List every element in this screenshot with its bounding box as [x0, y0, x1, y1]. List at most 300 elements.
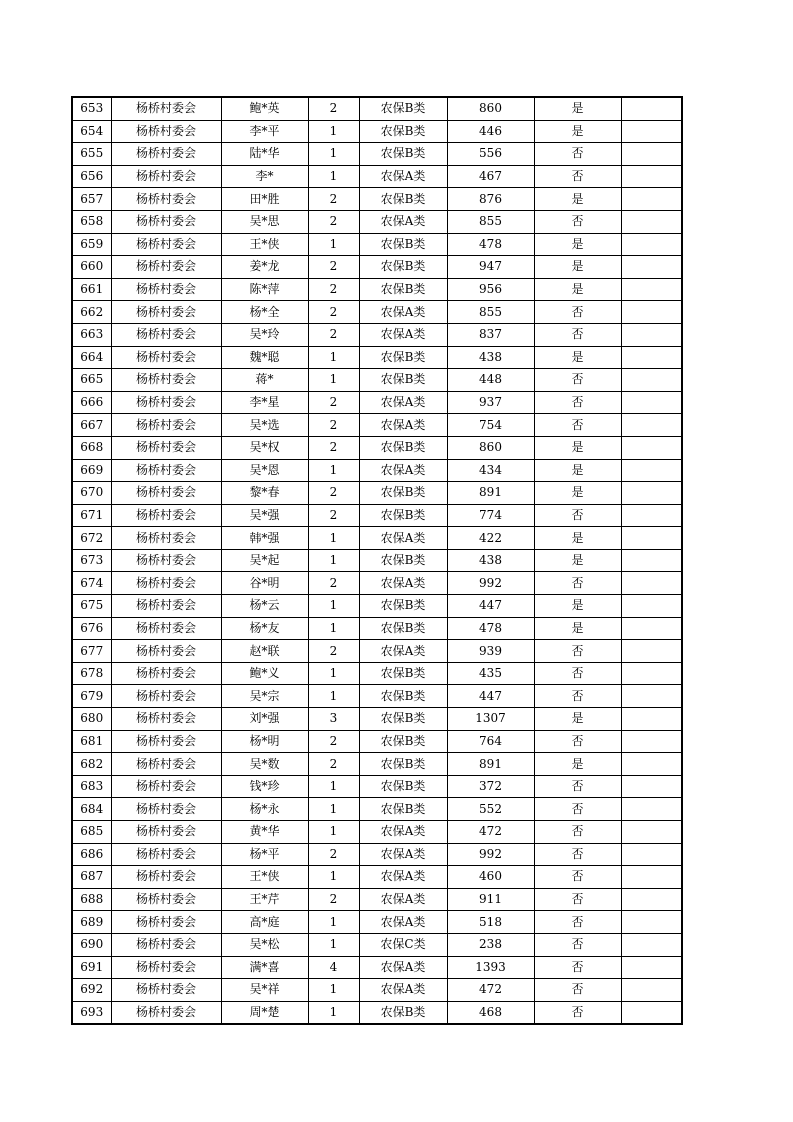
household-count-cell: 3	[308, 708, 359, 731]
amount-cell: 939	[447, 640, 534, 663]
table-row	[72, 956, 682, 979]
row-number-cell: 663	[72, 323, 111, 346]
insurance-category-cell: 农保B类	[359, 436, 447, 459]
status-flag-cell: 否	[534, 775, 621, 798]
household-count-cell: 1	[308, 979, 359, 1002]
status-flag-cell: 是	[534, 459, 621, 482]
amount-cell: 472	[447, 979, 534, 1002]
person-name-cell: 吴*权	[221, 436, 308, 459]
status-flag-cell: 是	[534, 527, 621, 550]
amount-cell: 947	[447, 256, 534, 279]
table-row	[72, 798, 682, 821]
row-number-cell: 675	[72, 595, 111, 618]
row-number-cell: 680	[72, 708, 111, 731]
remark-cell	[621, 369, 682, 392]
table-row	[72, 256, 682, 279]
row-number-cell: 653	[72, 97, 111, 120]
person-name-cell: 满*喜	[221, 956, 308, 979]
insurance-category-cell: 农保A类	[359, 640, 447, 663]
status-flag-cell: 是	[534, 436, 621, 459]
village-committee-cell: 杨桥村委会	[111, 730, 221, 753]
village-committee-cell: 杨桥村委会	[111, 188, 221, 211]
person-name-cell: 王*芹	[221, 888, 308, 911]
row-number-cell: 655	[72, 143, 111, 166]
insurance-category-cell: 农保B类	[359, 120, 447, 143]
remark-cell	[621, 188, 682, 211]
village-committee-cell: 杨桥村委会	[111, 843, 221, 866]
status-flag-cell: 是	[534, 188, 621, 211]
remark-cell	[621, 888, 682, 911]
amount-cell: 891	[447, 753, 534, 776]
table-row	[72, 233, 682, 256]
person-name-cell: 吴*玲	[221, 323, 308, 346]
insurance-category-cell: 农保A类	[359, 979, 447, 1002]
status-flag-cell: 是	[534, 256, 621, 279]
status-flag-cell: 是	[534, 120, 621, 143]
row-number-cell: 670	[72, 482, 111, 505]
household-count-cell: 2	[308, 888, 359, 911]
row-number-cell: 686	[72, 843, 111, 866]
person-name-cell: 刘*强	[221, 708, 308, 731]
remark-cell	[621, 775, 682, 798]
data-table	[71, 96, 683, 1025]
person-name-cell: 杨*友	[221, 617, 308, 640]
table-row	[72, 323, 682, 346]
village-committee-cell: 杨桥村委会	[111, 165, 221, 188]
household-count-cell: 2	[308, 414, 359, 437]
status-flag-cell: 否	[534, 301, 621, 324]
insurance-category-cell: 农保B类	[359, 662, 447, 685]
insurance-category-cell: 农保A类	[359, 414, 447, 437]
remark-cell	[621, 278, 682, 301]
remark-cell	[621, 120, 682, 143]
amount-cell: 478	[447, 617, 534, 640]
row-number-cell: 692	[72, 979, 111, 1002]
status-flag-cell: 否	[534, 504, 621, 527]
village-committee-cell: 杨桥村委会	[111, 685, 221, 708]
table-row	[72, 979, 682, 1002]
amount-cell: 860	[447, 436, 534, 459]
table-row	[72, 549, 682, 572]
status-flag-cell: 否	[534, 165, 621, 188]
household-count-cell: 1	[308, 911, 359, 934]
row-number-cell: 674	[72, 572, 111, 595]
village-committee-cell: 杨桥村委会	[111, 120, 221, 143]
status-flag-cell: 否	[534, 798, 621, 821]
insurance-category-cell: 农保A类	[359, 572, 447, 595]
status-flag-cell: 否	[534, 866, 621, 889]
remark-cell	[621, 414, 682, 437]
row-number-cell: 667	[72, 414, 111, 437]
amount-cell: 860	[447, 97, 534, 120]
remark-cell	[621, 165, 682, 188]
village-committee-cell: 杨桥村委会	[111, 708, 221, 731]
amount-cell: 447	[447, 685, 534, 708]
row-number-cell: 684	[72, 798, 111, 821]
status-flag-cell: 是	[534, 617, 621, 640]
insurance-category-cell: 农保B类	[359, 369, 447, 392]
status-flag-cell: 否	[534, 956, 621, 979]
row-number-cell: 654	[72, 120, 111, 143]
remark-cell	[621, 233, 682, 256]
household-count-cell: 2	[308, 753, 359, 776]
row-number-cell: 681	[72, 730, 111, 753]
row-number-cell: 666	[72, 391, 111, 414]
insurance-category-cell: 农保B类	[359, 1001, 447, 1024]
remark-cell	[621, 685, 682, 708]
household-count-cell: 4	[308, 956, 359, 979]
village-committee-cell: 杨桥村委会	[111, 956, 221, 979]
amount-cell: 992	[447, 572, 534, 595]
row-number-cell: 688	[72, 888, 111, 911]
insurance-category-cell: 农保B类	[359, 753, 447, 776]
remark-cell	[621, 753, 682, 776]
table-row	[72, 753, 682, 776]
household-count-cell: 2	[308, 843, 359, 866]
status-flag-cell: 否	[534, 323, 621, 346]
table-row	[72, 843, 682, 866]
person-name-cell: 吴*松	[221, 933, 308, 956]
row-number-cell: 672	[72, 527, 111, 550]
village-committee-cell: 杨桥村委会	[111, 1001, 221, 1024]
insurance-category-cell: 农保B类	[359, 233, 447, 256]
insurance-category-cell: 农保A类	[359, 301, 447, 324]
person-name-cell: 杨*云	[221, 595, 308, 618]
village-committee-cell: 杨桥村委会	[111, 933, 221, 956]
status-flag-cell: 否	[534, 933, 621, 956]
village-committee-cell: 杨桥村委会	[111, 143, 221, 166]
insurance-category-cell: 农保B类	[359, 504, 447, 527]
household-count-cell: 1	[308, 617, 359, 640]
amount-cell: 472	[447, 821, 534, 844]
household-count-cell: 1	[308, 775, 359, 798]
insurance-category-cell: 农保A类	[359, 323, 447, 346]
row-number-cell: 676	[72, 617, 111, 640]
village-committee-cell: 杨桥村委会	[111, 210, 221, 233]
household-count-cell: 2	[308, 301, 359, 324]
household-count-cell: 2	[308, 391, 359, 414]
village-committee-cell: 杨桥村委会	[111, 866, 221, 889]
amount-cell: 837	[447, 323, 534, 346]
insurance-category-cell: 农保A类	[359, 165, 447, 188]
person-name-cell: 吴*恩	[221, 459, 308, 482]
village-committee-cell: 杨桥村委会	[111, 640, 221, 663]
remark-cell	[621, 821, 682, 844]
remark-cell	[621, 504, 682, 527]
person-name-cell: 黎*春	[221, 482, 308, 505]
amount-cell: 438	[447, 346, 534, 369]
person-name-cell: 陈*萍	[221, 278, 308, 301]
person-name-cell: 钱*珍	[221, 775, 308, 798]
person-name-cell: 高*庭	[221, 911, 308, 934]
table-row	[72, 504, 682, 527]
amount-cell: 764	[447, 730, 534, 753]
row-number-cell: 691	[72, 956, 111, 979]
row-number-cell: 664	[72, 346, 111, 369]
person-name-cell: 杨*明	[221, 730, 308, 753]
amount-cell: 992	[447, 843, 534, 866]
table-row	[72, 933, 682, 956]
remark-cell	[621, 1001, 682, 1024]
table-row	[72, 97, 682, 120]
person-name-cell: 吴*强	[221, 504, 308, 527]
household-count-cell: 1	[308, 459, 359, 482]
insurance-category-cell: 农保B类	[359, 549, 447, 572]
row-number-cell: 687	[72, 866, 111, 889]
amount-cell: 435	[447, 662, 534, 685]
insurance-category-cell: 农保A类	[359, 210, 447, 233]
person-name-cell: 周*楚	[221, 1001, 308, 1024]
person-name-cell: 李*星	[221, 391, 308, 414]
household-count-cell: 2	[308, 436, 359, 459]
status-flag-cell: 否	[534, 369, 621, 392]
household-count-cell: 2	[308, 572, 359, 595]
household-count-cell: 1	[308, 233, 359, 256]
person-name-cell: 姜*龙	[221, 256, 308, 279]
person-name-cell: 黄*华	[221, 821, 308, 844]
status-flag-cell: 是	[534, 753, 621, 776]
person-name-cell: 吴*祥	[221, 979, 308, 1002]
status-flag-cell: 否	[534, 414, 621, 437]
insurance-category-cell: 农保B类	[359, 775, 447, 798]
amount-cell: 372	[447, 775, 534, 798]
household-count-cell: 2	[308, 482, 359, 505]
remark-cell	[621, 256, 682, 279]
amount-cell: 891	[447, 482, 534, 505]
insurance-category-cell: 农保B类	[359, 595, 447, 618]
village-committee-cell: 杨桥村委会	[111, 278, 221, 301]
amount-cell: 876	[447, 188, 534, 211]
village-committee-cell: 杨桥村委会	[111, 369, 221, 392]
village-committee-cell: 杨桥村委会	[111, 346, 221, 369]
status-flag-cell: 否	[534, 843, 621, 866]
remark-cell	[621, 549, 682, 572]
table-row	[72, 911, 682, 934]
remark-cell	[621, 708, 682, 731]
table-row	[72, 414, 682, 437]
remark-cell	[621, 346, 682, 369]
household-count-cell: 1	[308, 527, 359, 550]
table-row	[72, 708, 682, 731]
table-row	[72, 482, 682, 505]
table-row	[72, 391, 682, 414]
row-number-cell: 669	[72, 459, 111, 482]
household-count-cell: 2	[308, 504, 359, 527]
person-name-cell: 鲍*英	[221, 97, 308, 120]
household-count-cell: 1	[308, 685, 359, 708]
remark-cell	[621, 911, 682, 934]
table-row	[72, 436, 682, 459]
table-row	[72, 821, 682, 844]
village-committee-cell: 杨桥村委会	[111, 482, 221, 505]
status-flag-cell: 否	[534, 821, 621, 844]
insurance-category-cell: 农保A类	[359, 391, 447, 414]
household-count-cell: 1	[308, 346, 359, 369]
amount-cell: 468	[447, 1001, 534, 1024]
remark-cell	[621, 843, 682, 866]
insurance-category-cell: 农保B类	[359, 143, 447, 166]
amount-cell: 518	[447, 911, 534, 934]
village-committee-cell: 杨桥村委会	[111, 391, 221, 414]
table-row	[72, 685, 682, 708]
remark-cell	[621, 143, 682, 166]
amount-cell: 1307	[447, 708, 534, 731]
village-committee-cell: 杨桥村委会	[111, 775, 221, 798]
remark-cell	[621, 595, 682, 618]
row-number-cell: 682	[72, 753, 111, 776]
remark-cell	[621, 979, 682, 1002]
remark-cell	[621, 572, 682, 595]
insurance-category-cell: 农保B类	[359, 256, 447, 279]
village-committee-cell: 杨桥村委会	[111, 572, 221, 595]
village-committee-cell: 杨桥村委会	[111, 617, 221, 640]
insurance-category-cell: 农保B类	[359, 617, 447, 640]
table-row	[72, 369, 682, 392]
table-row	[72, 866, 682, 889]
person-name-cell: 韩*强	[221, 527, 308, 550]
insurance-category-cell: 农保B类	[359, 482, 447, 505]
person-name-cell: 吴*数	[221, 753, 308, 776]
row-number-cell: 689	[72, 911, 111, 934]
status-flag-cell: 否	[534, 391, 621, 414]
status-flag-cell: 是	[534, 482, 621, 505]
household-count-cell: 1	[308, 821, 359, 844]
insurance-category-cell: 农保B类	[359, 708, 447, 731]
row-number-cell: 683	[72, 775, 111, 798]
status-flag-cell: 否	[534, 979, 621, 1002]
amount-cell: 556	[447, 143, 534, 166]
person-name-cell: 谷*明	[221, 572, 308, 595]
insurance-category-cell: 农保A类	[359, 843, 447, 866]
status-flag-cell: 否	[534, 685, 621, 708]
person-name-cell: 王*侠	[221, 233, 308, 256]
household-count-cell: 2	[308, 640, 359, 663]
status-flag-cell: 是	[534, 708, 621, 731]
remark-cell	[621, 798, 682, 821]
remark-cell	[621, 482, 682, 505]
village-committee-cell: 杨桥村委会	[111, 233, 221, 256]
amount-cell: 956	[447, 278, 534, 301]
person-name-cell: 赵*联	[221, 640, 308, 663]
person-name-cell: 王*侠	[221, 866, 308, 889]
insurance-category-cell: 农保A类	[359, 459, 447, 482]
village-committee-cell: 杨桥村委会	[111, 798, 221, 821]
village-committee-cell: 杨桥村委会	[111, 888, 221, 911]
status-flag-cell: 是	[534, 595, 621, 618]
remark-cell	[621, 617, 682, 640]
row-number-cell: 678	[72, 662, 111, 685]
status-flag-cell: 是	[534, 278, 621, 301]
amount-cell: 448	[447, 369, 534, 392]
insurance-category-cell: 农保A类	[359, 821, 447, 844]
amount-cell: 774	[447, 504, 534, 527]
table-row	[72, 301, 682, 324]
table-row	[72, 662, 682, 685]
household-count-cell: 2	[308, 278, 359, 301]
row-number-cell: 657	[72, 188, 111, 211]
table-row	[72, 278, 682, 301]
status-flag-cell: 否	[534, 911, 621, 934]
table-row	[72, 188, 682, 211]
insurance-category-cell: 农保B类	[359, 346, 447, 369]
village-committee-cell: 杨桥村委会	[111, 821, 221, 844]
amount-cell: 855	[447, 301, 534, 324]
table-row	[72, 165, 682, 188]
village-committee-cell: 杨桥村委会	[111, 414, 221, 437]
amount-cell: 911	[447, 888, 534, 911]
remark-cell	[621, 662, 682, 685]
status-flag-cell: 否	[534, 572, 621, 595]
household-count-cell: 2	[308, 730, 359, 753]
household-count-cell: 2	[308, 188, 359, 211]
table-row	[72, 730, 682, 753]
village-committee-cell: 杨桥村委会	[111, 436, 221, 459]
household-count-cell: 1	[308, 595, 359, 618]
amount-cell: 238	[447, 933, 534, 956]
amount-cell: 937	[447, 391, 534, 414]
remark-cell	[621, 436, 682, 459]
table-row	[72, 617, 682, 640]
amount-cell: 434	[447, 459, 534, 482]
village-committee-cell: 杨桥村委会	[111, 527, 221, 550]
table-body	[72, 97, 682, 1024]
row-number-cell: 677	[72, 640, 111, 663]
amount-cell: 446	[447, 120, 534, 143]
village-committee-cell: 杨桥村委会	[111, 662, 221, 685]
village-committee-cell: 杨桥村委会	[111, 549, 221, 572]
remark-cell	[621, 97, 682, 120]
person-name-cell: 陆*华	[221, 143, 308, 166]
row-number-cell: 660	[72, 256, 111, 279]
household-count-cell: 2	[308, 210, 359, 233]
remark-cell	[621, 301, 682, 324]
status-flag-cell: 是	[534, 233, 621, 256]
table-row	[72, 527, 682, 550]
household-count-cell: 1	[308, 165, 359, 188]
status-flag-cell: 是	[534, 549, 621, 572]
household-count-cell: 2	[308, 97, 359, 120]
village-committee-cell: 杨桥村委会	[111, 504, 221, 527]
amount-cell: 855	[447, 210, 534, 233]
person-name-cell: 鲍*义	[221, 662, 308, 685]
table-row	[72, 640, 682, 663]
insurance-category-cell: 农保B类	[359, 278, 447, 301]
village-committee-cell: 杨桥村委会	[111, 911, 221, 934]
person-name-cell: 蒋*	[221, 369, 308, 392]
village-committee-cell: 杨桥村委会	[111, 979, 221, 1002]
person-name-cell: 杨*平	[221, 843, 308, 866]
household-count-cell: 2	[308, 256, 359, 279]
person-name-cell: 田*胜	[221, 188, 308, 211]
status-flag-cell: 否	[534, 730, 621, 753]
status-flag-cell: 否	[534, 210, 621, 233]
person-name-cell: 魏*聪	[221, 346, 308, 369]
amount-cell: 478	[447, 233, 534, 256]
insurance-category-cell: 农保B类	[359, 798, 447, 821]
remark-cell	[621, 730, 682, 753]
insurance-category-cell: 农保B类	[359, 685, 447, 708]
table-row	[72, 346, 682, 369]
amount-cell: 467	[447, 165, 534, 188]
village-committee-cell: 杨桥村委会	[111, 753, 221, 776]
status-flag-cell: 是	[534, 346, 621, 369]
row-number-cell: 679	[72, 685, 111, 708]
row-number-cell: 656	[72, 165, 111, 188]
insurance-category-cell: 农保B类	[359, 730, 447, 753]
row-number-cell: 658	[72, 210, 111, 233]
status-flag-cell: 否	[534, 143, 621, 166]
person-name-cell: 吴*起	[221, 549, 308, 572]
